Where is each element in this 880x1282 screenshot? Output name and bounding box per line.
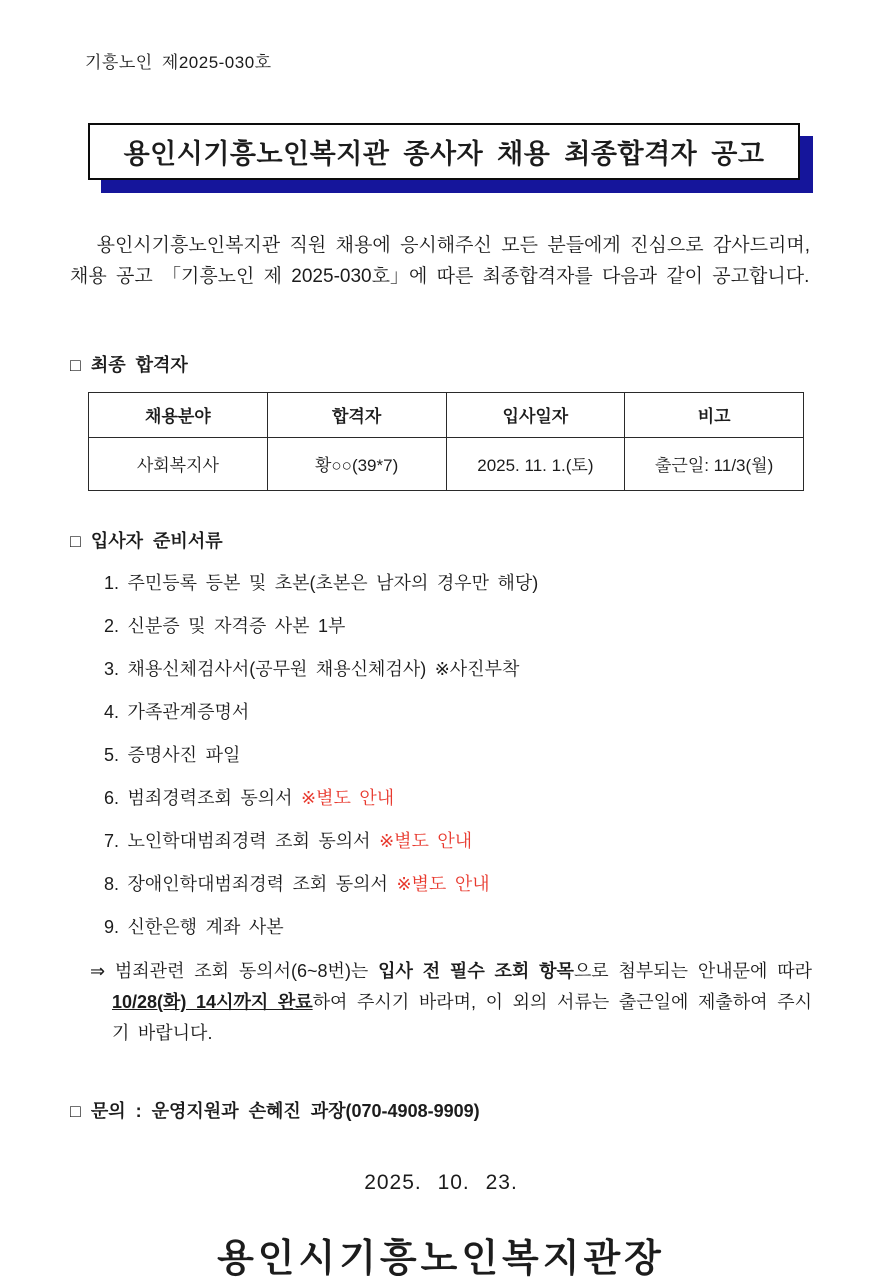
section-heading-final-pass: □ 최종 합격자 <box>70 354 188 375</box>
documents-list <box>84 569 812 939</box>
results-table <box>88 392 804 491</box>
note-text: 하여 주시기 바라며, 이 외의 서류는 출근일에 제출하여 주시기 바랍니다. <box>112 991 812 1043</box>
list-item <box>84 784 812 810</box>
table-cell: 사회복지사 <box>89 437 268 490</box>
intro-paragraph: 용인시기흥노인복지관 직원 채용에 응시해주신 모든 분들에게 진심으로 감사드리며, 채용 공고 「기흥노인 제 2025-030호」에 따른 최종합격자를 다음과 같이 공고합니다. <box>70 235 810 287</box>
page-title: 용인시기흥노인복지관 종사자 채용 최종합격자 공고 <box>88 123 800 180</box>
list-item <box>84 741 812 767</box>
arrow-icon: ⇒ <box>90 960 106 981</box>
note-deadline-text: 10/28(화) 14시까지 완료 <box>112 991 313 1012</box>
column-header: 비고 <box>625 392 804 437</box>
list-item-number: 8. <box>104 873 120 894</box>
list-item <box>84 698 812 724</box>
list-item <box>84 655 812 681</box>
column-header: 채용분야 <box>89 392 268 437</box>
table-cell: 황○○(39*7) <box>267 437 446 490</box>
list-item <box>84 913 812 939</box>
list-item-text: 노인학대범죄경력 조회 동의서 <box>119 830 371 851</box>
list-item-text: 장애인학대범죄경력 조회 동의서 <box>119 873 388 894</box>
red-notice: ※별도 안내 <box>387 873 490 894</box>
signature-title: 용인시기흥노인복지관장 <box>217 1237 665 1280</box>
doc-date: 2025. 10. 23. <box>364 1170 518 1194</box>
table-cell: 출근일: 11/3(월) <box>625 437 804 490</box>
list-item-text: 가족관계증명서 <box>119 701 250 722</box>
contact-info: □ 문의 : 운영지원과 손혜진 과장(070-4908-9909) <box>70 1100 480 1121</box>
list-item-text: 증명사진 파일 <box>119 744 241 765</box>
results-table-header-row <box>89 392 804 437</box>
list-item-text: 범죄경력조회 동의서 <box>119 787 293 808</box>
list-item-number: 6. <box>104 787 120 808</box>
list-item-text: 신분증 및 자격증 사본 1부 <box>119 615 346 636</box>
list-item-number: 4. <box>104 701 120 722</box>
column-header: 입사일자 <box>446 392 625 437</box>
list-item-number: 2. <box>104 615 120 636</box>
list-item <box>84 827 812 853</box>
list-item-number: 7. <box>104 830 120 851</box>
results-table-body <box>89 437 804 490</box>
title-banner <box>88 123 784 193</box>
list-item-number: 9. <box>104 916 120 937</box>
red-notice: ※별도 안내 <box>292 787 395 808</box>
note-bold-text: 입사 전 필수 조회 항목 <box>378 960 574 981</box>
doc-number: 기흥노인 제2025-030호 <box>85 53 272 72</box>
table-row <box>89 437 804 490</box>
list-item <box>84 870 812 896</box>
table-cell: 2025. 11. 1.(토) <box>446 437 625 490</box>
section-heading-documents: □ 입사자 준비서류 <box>70 530 223 551</box>
list-item-text: 신한은행 계좌 사본 <box>119 916 284 937</box>
red-notice: ※별도 안내 <box>370 830 473 851</box>
note-text: 범죄관련 조회 동의서(6~8번)는 <box>105 960 379 981</box>
column-header: 합격자 <box>267 392 446 437</box>
list-item <box>84 612 812 638</box>
note-paragraph <box>84 956 812 1049</box>
list-item <box>84 569 812 595</box>
note-text: 으로 첨부되는 안내문에 따라 <box>573 960 812 981</box>
list-item-text: 주민등록 등본 및 초본(초본은 남자의 경우만 해당) <box>119 572 539 593</box>
list-item-number: 1. <box>104 572 120 593</box>
list-item-text: 채용신체검사서(공무원 채용신체검사) ※사진부착 <box>119 658 520 679</box>
list-item-number: 5. <box>104 744 120 765</box>
list-item-number: 3. <box>104 658 120 679</box>
